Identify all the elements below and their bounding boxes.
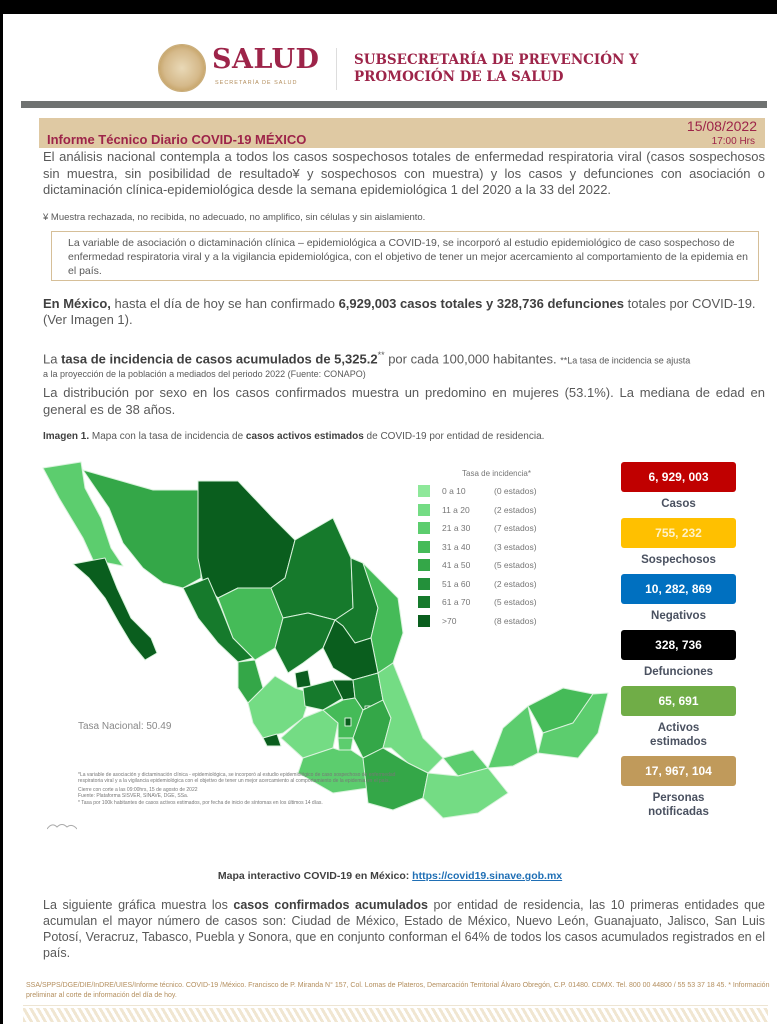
stat-value: 65, 691	[621, 686, 736, 716]
summary-lead: En México,	[43, 296, 111, 311]
report-page	[3, 14, 777, 1024]
footer-address: SSA/SPPS/DGE/DIE/InDRE/UIES/Informe técnico. COVID-19 /México. Francisco de P. Miranda N° 157, Col. Lomas de Plateros, Demarcación Territorial Álvaro Obregón, C.P. 01480. CDMX. Tel. 800 00 44800 / 55 53 37 18 45. * Información preliminar al corte de información del día de hoy.	[26, 982, 770, 999]
map-notes	[78, 772, 408, 806]
brand-logo-text: SALUD	[212, 44, 320, 75]
interactive-map-label: Mapa interactivo COVID-19 en México:	[217, 870, 413, 882]
legend-swatch	[418, 541, 430, 553]
intro-paragraph: El análisis nacional contempla a todos los casos sospechosos totales de enfermedad respiratoria viral (casos sospechosos sin muestra, sin posibilidad de resultado¥ y sospechosos con muestra) y los casos y defunciones con asociación o dictaminación clínica-epidemiológica desde la semana epidemiológica 1 del 2020 a la 33 del 2022.	[43, 149, 765, 197]
state-aguascalientes	[295, 670, 311, 688]
graph-intro-text-1: La siguiente gráfica muestra los	[43, 898, 234, 912]
mexico-summary	[43, 296, 765, 328]
report-time: 17:00 Hrs	[711, 136, 755, 147]
brand-subtitle: SECRETARÍA DE SALUD	[215, 80, 298, 86]
legend-row	[418, 482, 568, 501]
legend-count: (3 estados)	[494, 541, 537, 552]
legend-swatch	[418, 522, 430, 534]
legend-row	[418, 556, 568, 575]
legend-row	[418, 519, 568, 538]
stat-negativos	[621, 574, 736, 630]
stat-sospechosos	[621, 518, 736, 574]
legend-swatch	[418, 615, 430, 627]
map-note: Fuente: Plataforma SISVER, SINAVE, DGE, SSa.	[78, 793, 189, 800]
incidence-note-2: a la proyección de la población a mediados del periodo 2022 (Fuente: CONAPO)	[43, 369, 366, 380]
footer-divider	[23, 1005, 768, 1006]
stat-label: Activos estimados	[650, 722, 707, 748]
graph-intro-text-2: por entidad de residencia, las 10 primeras entidades que acumulan el mayor número de casos son: Ciudad de México, Estado de México, Nuevo León, Guanajuato, Jalisco, San Luis Potosí, Veracruz, Tabasco, Puebla y Sonora, que en conjunto conforman el 64% de todos los casos acumulados registrados en el país.	[43, 898, 765, 960]
stat-casos	[621, 462, 736, 518]
legend-count: (7 estados)	[494, 523, 537, 534]
legend-row	[418, 538, 568, 557]
legend-swatch	[418, 578, 430, 590]
title-band	[39, 118, 765, 148]
legend-count: (5 estados)	[494, 560, 537, 571]
report-date: 15/08/2022	[686, 118, 757, 134]
incidence-sup: **	[377, 350, 385, 360]
legend-count: (2 estados)	[494, 504, 537, 515]
map-note: * Tasa por 100k habitantes de casos activos estimados, por fecha de inicio de síntomas en los últimos 14 días.	[78, 799, 323, 806]
map-note: Cierre con corte a las 09:00hrs, 15 de agosto de 2022	[78, 786, 198, 793]
header-separator-bar	[21, 101, 767, 108]
legend-range: 41 a 50	[442, 560, 471, 571]
stat-label: Casos	[661, 498, 696, 510]
legend-count: (5 estados)	[494, 597, 537, 608]
legend-title: Tasa de incidencia*	[462, 469, 531, 478]
incidence-note-1: **La tasa de incidencia se ajusta	[560, 355, 691, 366]
legend-range: 51 a 60	[442, 578, 471, 589]
note-box: La variable de asociación o dictaminación clínica – epidemiológica a COVID-19, se incorporó al estudio epidemiológico de caso sospechoso de enfermedad respiratoria viral y a la vigilancia epidemiológica, con el objetivo de tener un mejor acercamiento al comportamiento de la epidemia en el país.	[51, 231, 759, 281]
caption-bold: casos activos estimados	[245, 431, 364, 442]
header	[3, 14, 777, 102]
graph-intro-bold: casos confirmados acumulados	[233, 898, 428, 912]
incidence-paragraph	[43, 347, 765, 380]
interactive-map-link[interactable]: https://covid19.sinave.gob.mx	[412, 870, 563, 882]
subsecretaria-line-2: PROMOCIÓN DE LA SALUD	[354, 69, 564, 85]
incidence-text-2: por cada 100,000 habitantes.	[384, 351, 561, 367]
legend-row	[418, 575, 568, 594]
legend-range: 21 a 30	[442, 523, 471, 534]
legend-count: (2 estados)	[494, 578, 537, 589]
legend-range: 61 a 70	[442, 597, 471, 608]
legend-swatch	[418, 596, 430, 608]
stats-panel	[621, 462, 736, 826]
interactive-map-line	[3, 870, 777, 882]
stat-label: Sospechosos	[641, 554, 716, 566]
state-campeche	[488, 706, 538, 768]
header-divider	[336, 48, 337, 90]
stat-value: 6, 929, 003	[621, 462, 736, 492]
legend-count: (8 estados)	[494, 615, 537, 626]
caption-lead: Imagen 1.	[43, 431, 90, 442]
sex-distribution-paragraph: La distribución por sexo en los casos confirmados muestra un predomino en mujeres (53.1%). La mediana de edad en general es de 38 años.	[43, 385, 765, 417]
stat-value: 755, 232	[621, 518, 736, 548]
legend-swatch	[418, 504, 430, 516]
intro-footnote: ¥ Muestra rechazada, no recibida, no adecuado, no amplifico, sin células y sin aislamiento.	[43, 212, 426, 223]
map-note: *La variable de asociación y dictaminación clínica - epidemiológica, se incorporó al estudio epidemiológico de caso sospechoso de enfermedad respiratoria viral y a la vigilancia epidemiológica con el objetivo de tener un mejor acercamiento al comportamiento de la epidemia en el país.	[78, 772, 396, 785]
stat-value: 328, 736	[621, 630, 736, 660]
stat-value: 10, 282, 869	[621, 574, 736, 604]
state-baja-california-sur	[73, 558, 157, 660]
legend-range: 11 a 20	[442, 504, 470, 515]
stat-notificadas	[621, 756, 736, 826]
legend-range: 0 a 10	[442, 486, 466, 497]
legend-count: (0 estados)	[494, 486, 537, 497]
state-morelos	[338, 738, 353, 750]
stat-label: Defunciones	[643, 666, 713, 678]
stat-label: Negativos	[651, 610, 706, 622]
subsecretaria-title	[354, 52, 639, 86]
report-title: Informe Técnico Diario COVID-19 MÉXICO	[47, 132, 307, 147]
state-chihuahua	[198, 481, 295, 598]
legend-row	[418, 612, 568, 631]
stat-activos	[621, 686, 736, 756]
map-legend	[418, 469, 568, 630]
mini-logo-icon	[47, 820, 77, 830]
state-cdmx	[345, 718, 351, 726]
stat-value: 17, 967, 104	[621, 756, 736, 786]
summary-totals: 6,929,003 casos totales y 328,736 defunciones	[338, 296, 625, 311]
legend-swatch	[418, 485, 430, 497]
incidence-rate: tasa de incidencia de casos acumulados de 5,325.2	[61, 351, 378, 367]
summary-text-1: hasta el día de hoy se han confirmado	[110, 296, 339, 311]
caption-text-2: de COVID-19 por entidad de residencia.	[363, 431, 545, 442]
stat-label: Personas notificadas	[648, 792, 709, 818]
image-caption	[43, 431, 544, 442]
national-seal-icon	[158, 44, 206, 92]
subsecretaria-line-1: SUBSECRETARÍA DE PREVENCIÓN Y	[354, 52, 639, 68]
legend-row	[418, 593, 568, 612]
incidence-text-1: La	[43, 351, 62, 367]
legend-swatch	[418, 559, 430, 571]
caption-text-1: Mapa con la tasa de incidencia de	[89, 431, 246, 442]
summary-text-2: totales por COVID-19. (Ver Imagen 1).	[43, 296, 756, 327]
legend-range: >70	[442, 615, 457, 626]
national-rate: Tasa Nacional: 50.49	[78, 721, 172, 732]
graph-intro-paragraph	[43, 897, 765, 961]
legend-row	[418, 501, 568, 520]
decorative-greca-border	[23, 1008, 768, 1022]
state-chiapas	[423, 768, 508, 818]
stat-defunciones	[621, 630, 736, 686]
legend-range: 31 a 40	[442, 541, 471, 552]
